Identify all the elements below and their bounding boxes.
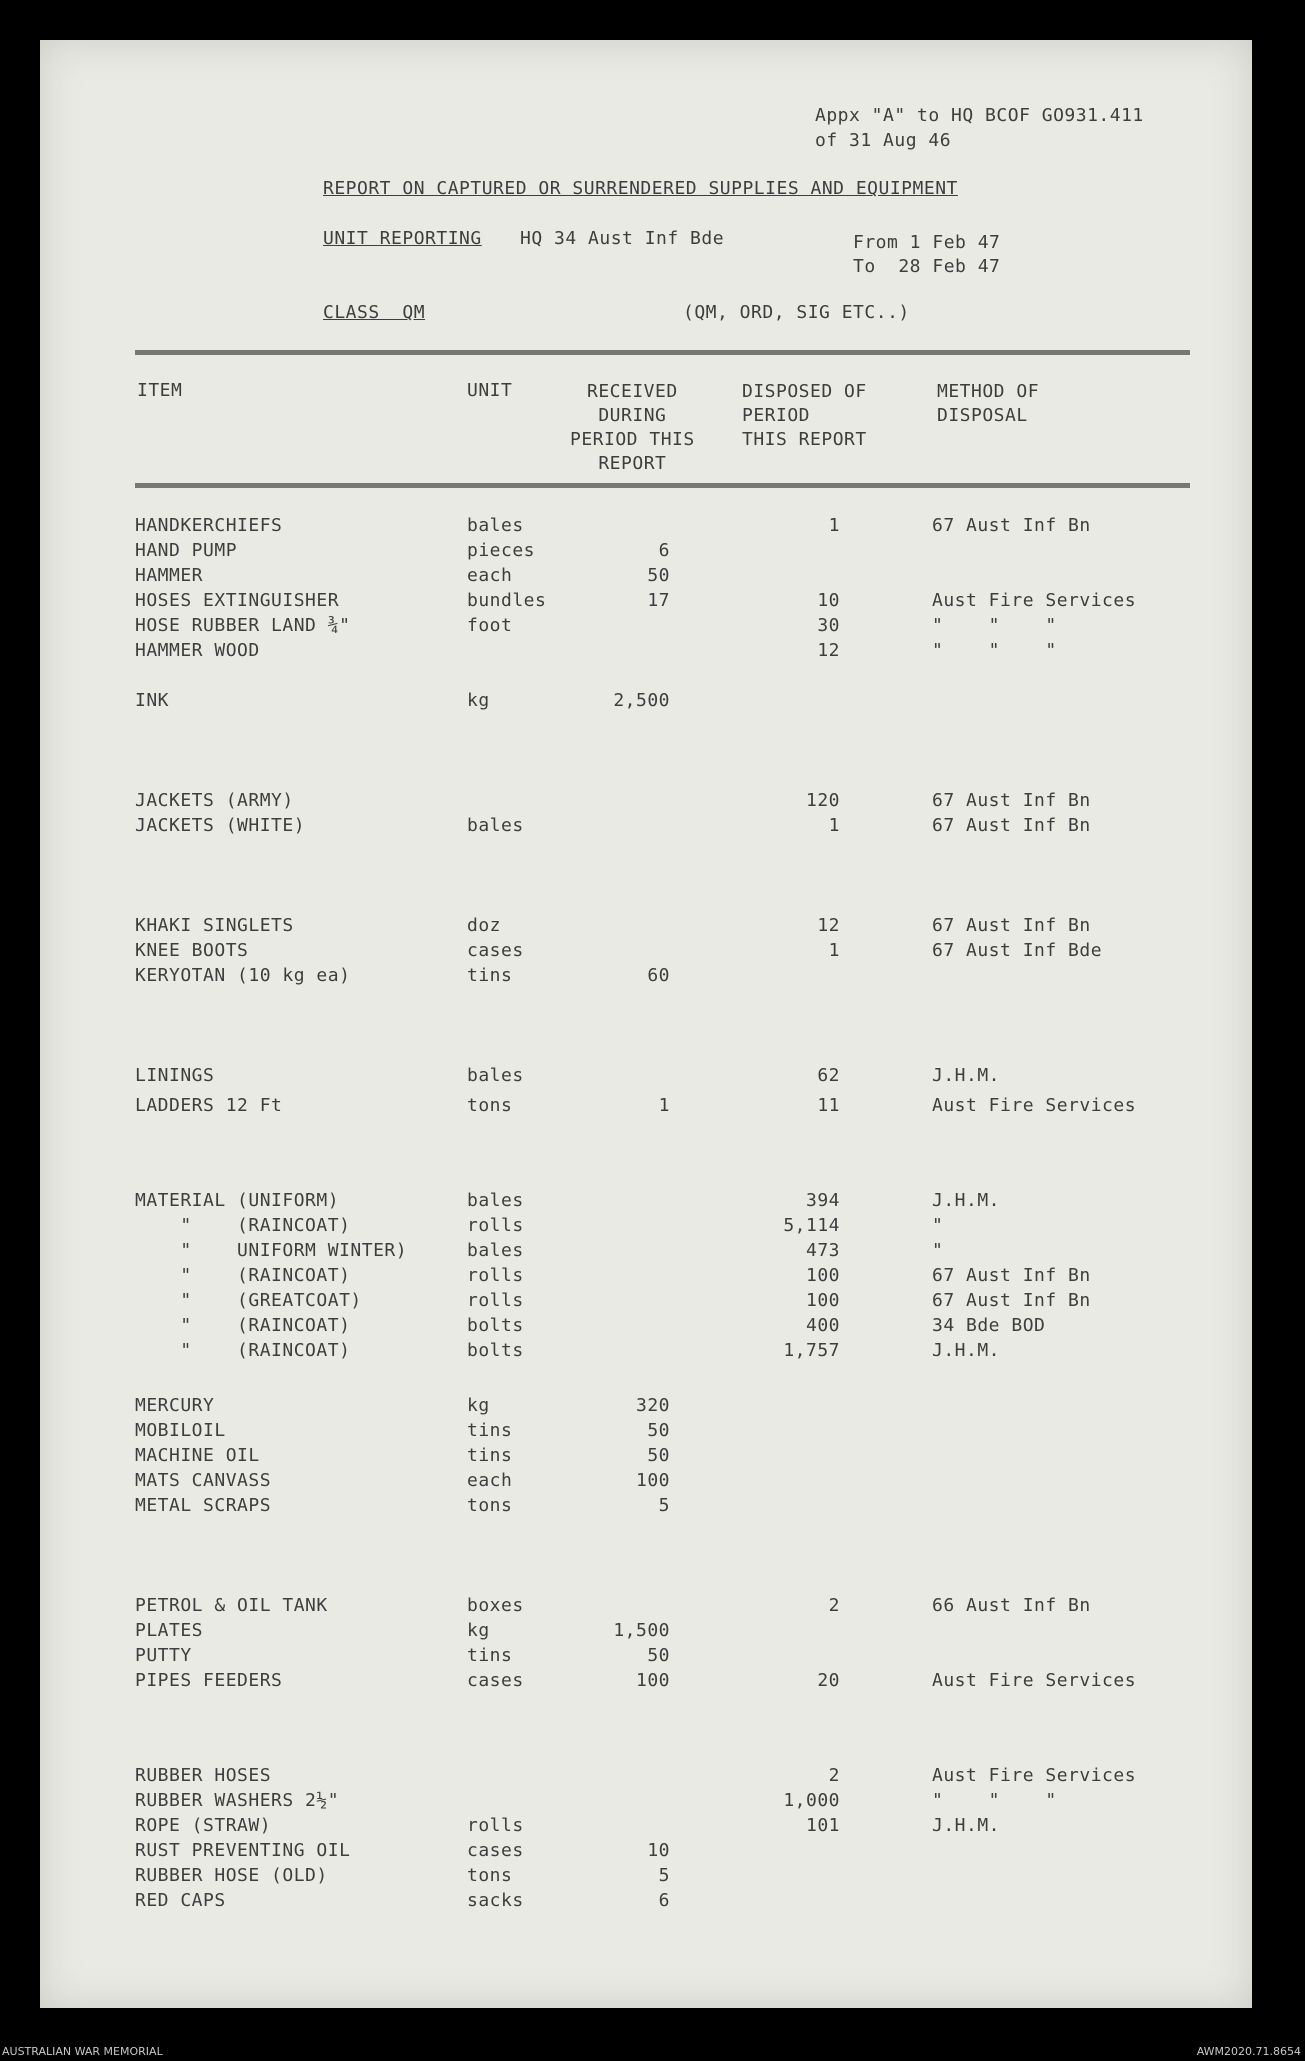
row-disposed: 1,757 — [783, 1340, 840, 1361]
row-method: " " " — [932, 640, 1057, 661]
row-received: 1 — [658, 1095, 670, 1116]
row-received: 100 — [635, 1670, 670, 1691]
row-unit: tons — [467, 1095, 513, 1116]
row-item: LININGS — [135, 1065, 215, 1086]
row-item: " (RAINCOAT) — [135, 1215, 351, 1236]
row-disposed: 12 — [817, 640, 840, 661]
row-item: JACKETS (ARMY) — [135, 790, 294, 811]
row-received: 50 — [647, 565, 670, 586]
row-method: 67 Aust Inf Bn — [932, 1290, 1091, 1311]
row-disposed: 30 — [817, 615, 840, 636]
row-unit: bales — [467, 1065, 524, 1086]
row-item: MATS CANVASS — [135, 1470, 272, 1491]
row-method: Aust Fire Services — [932, 1095, 1137, 1116]
row-item: MATERIAL (UNIFORM) — [135, 1190, 340, 1211]
row-unit: bales — [467, 515, 524, 536]
row-item: METAL SCRAPS — [135, 1495, 272, 1516]
row-received: 6 — [658, 1890, 670, 1911]
row-item: RUST PREVENTING OIL — [135, 1840, 351, 1861]
row-received: 2,500 — [613, 690, 670, 711]
row-item: " UNIFORM WINTER) — [135, 1240, 408, 1261]
row-item: HAMMER — [135, 565, 204, 586]
col-received-header: RECEIVED DURING PERIOD THIS REPORT — [570, 381, 695, 474]
row-item: KHAKI SINGLETS — [135, 915, 294, 936]
document-page — [40, 40, 1252, 2008]
row-item: JACKETS (WHITE) — [135, 815, 306, 836]
row-item: HAMMER WOOD — [135, 640, 260, 661]
row-received: 50 — [647, 1645, 670, 1666]
row-item: PETROL & OIL TANK — [135, 1595, 328, 1616]
row-item: HOSES EXTINGUISHER — [135, 590, 340, 611]
row-method: J.H.M. — [932, 1340, 1001, 1361]
row-item: KNEE BOOTS — [135, 940, 249, 961]
row-method: 67 Aust Inf Bn — [932, 815, 1091, 836]
row-unit: sacks — [467, 1890, 524, 1911]
row-unit: each — [467, 565, 513, 586]
row-received: 1,500 — [613, 1620, 670, 1641]
row-unit: tins — [467, 1445, 513, 1466]
header-rule-bottom — [135, 483, 1190, 488]
col-unit-header: UNIT — [467, 380, 513, 401]
footer-left: AUSTRALIAN WAR MEMORIAL — [2, 2045, 163, 2058]
row-unit: rolls — [467, 1215, 524, 1236]
row-unit: doz — [467, 915, 502, 936]
row-unit: bolts — [467, 1340, 524, 1361]
row-item: RUBBER HOSE (OLD) — [135, 1865, 328, 1886]
row-received: 5 — [658, 1495, 670, 1516]
row-unit: tins — [467, 1645, 513, 1666]
period-to: To 28 Feb 47 — [853, 256, 1001, 277]
row-disposed: 120 — [805, 790, 840, 811]
row-disposed: 1 — [828, 815, 840, 836]
class-label: CLASS QM — [323, 302, 426, 323]
row-method: " — [932, 1215, 944, 1236]
row-unit: bales — [467, 1240, 524, 1261]
col-method-header: METHOD OF DISPOSAL — [937, 381, 1040, 426]
row-disposed: 5,114 — [783, 1215, 840, 1236]
appendix-reference: Appx "A" to HQ BCOF GO931.411 — [815, 105, 1144, 126]
row-disposed: 2 — [828, 1765, 840, 1786]
row-disposed: 12 — [817, 915, 840, 936]
col-disposed-header: DISPOSED OF PERIOD THIS REPORT — [742, 381, 867, 450]
row-unit: bales — [467, 1190, 524, 1211]
row-received: 50 — [647, 1445, 670, 1466]
period-from: From 1 Feb 47 — [853, 232, 1001, 253]
row-method: Aust Fire Services — [932, 590, 1137, 611]
row-disposed: 394 — [805, 1190, 840, 1211]
row-received: 6 — [658, 540, 670, 561]
row-item: HANDKERCHIEFS — [135, 515, 283, 536]
row-unit: rolls — [467, 1815, 524, 1836]
unit-reporting-label: UNIT REPORTING — [323, 228, 482, 249]
row-disposed: 1 — [828, 515, 840, 536]
row-received: 50 — [647, 1420, 670, 1441]
row-method: " — [932, 1240, 944, 1261]
row-method: " " " — [932, 1790, 1057, 1811]
row-method: Aust Fire Services — [932, 1765, 1137, 1786]
report-title: REPORT ON CAPTURED OR SURRENDERED SUPPLIES AND EQUIPMENT — [323, 178, 958, 199]
row-item: LADDERS 12 Ft — [135, 1095, 283, 1116]
row-disposed: 2 — [828, 1595, 840, 1616]
row-unit: bundles — [467, 590, 547, 611]
row-disposed: 1,000 — [783, 1790, 840, 1811]
row-method: J.H.M. — [932, 1190, 1001, 1211]
row-item: MOBILOIL — [135, 1420, 226, 1441]
row-disposed: 473 — [805, 1240, 840, 1261]
row-method: 67 Aust Inf Bde — [932, 940, 1103, 961]
row-method: 67 Aust Inf Bn — [932, 515, 1091, 536]
row-item: " (GREATCOAT) — [135, 1290, 362, 1311]
row-method: Aust Fire Services — [932, 1670, 1137, 1691]
row-item: MERCURY — [135, 1395, 215, 1416]
row-method: 67 Aust Inf Bn — [932, 790, 1091, 811]
row-unit: cases — [467, 940, 524, 961]
row-item: KERYOTAN (10 kg ea) — [135, 965, 351, 986]
row-unit: tons — [467, 1865, 513, 1886]
row-unit: each — [467, 1470, 513, 1491]
row-method: J.H.M. — [932, 1815, 1001, 1836]
row-item: MACHINE OIL — [135, 1445, 260, 1466]
header-rule-top — [135, 350, 1190, 355]
row-unit: tins — [467, 965, 513, 986]
row-disposed: 100 — [805, 1290, 840, 1311]
row-received: 17 — [647, 590, 670, 611]
row-item: " (RAINCOAT) — [135, 1340, 351, 1361]
row-item: RUBBER HOSES — [135, 1765, 272, 1786]
row-item: " (RAINCOAT) — [135, 1265, 351, 1286]
row-unit: bales — [467, 815, 524, 836]
row-disposed: 20 — [817, 1670, 840, 1691]
row-method: " " " — [932, 615, 1057, 636]
row-item: " (RAINCOAT) — [135, 1315, 351, 1336]
col-item-header: ITEM — [137, 380, 183, 401]
row-method: J.H.M. — [932, 1065, 1001, 1086]
unit-reporting-value: HQ 34 Aust Inf Bde — [520, 228, 725, 249]
row-item: PLATES — [135, 1620, 204, 1641]
row-disposed: 11 — [817, 1095, 840, 1116]
row-unit: cases — [467, 1840, 524, 1861]
row-method: 67 Aust Inf Bn — [932, 1265, 1091, 1286]
row-method: 67 Aust Inf Bn — [932, 915, 1091, 936]
appendix-date: of 31 Aug 46 — [815, 130, 952, 151]
row-unit: pieces — [467, 540, 536, 561]
row-item: PIPES FEEDERS — [135, 1670, 283, 1691]
row-unit: rolls — [467, 1265, 524, 1286]
row-unit: foot — [467, 615, 513, 636]
row-unit: tins — [467, 1420, 513, 1441]
row-unit: tons — [467, 1495, 513, 1516]
row-unit: cases — [467, 1670, 524, 1691]
row-item: RUBBER WASHERS 2½" — [135, 1790, 340, 1811]
row-received: 10 — [647, 1840, 670, 1861]
row-item: HOSE RUBBER LAND ¾" — [135, 615, 351, 636]
row-item: INK — [135, 690, 170, 711]
row-unit: kg — [467, 690, 490, 711]
row-item: RED CAPS — [135, 1890, 226, 1911]
row-unit: kg — [467, 1620, 490, 1641]
row-unit: boxes — [467, 1595, 524, 1616]
row-unit: kg — [467, 1395, 490, 1416]
row-disposed: 1 — [828, 940, 840, 961]
row-item: HAND PUMP — [135, 540, 238, 561]
row-method: 34 Bde BOD — [932, 1315, 1046, 1336]
row-received: 320 — [635, 1395, 670, 1416]
row-item: PUTTY — [135, 1645, 192, 1666]
row-received: 5 — [658, 1865, 670, 1886]
row-method: 66 Aust Inf Bn — [932, 1595, 1091, 1616]
class-description: (QM, ORD, SIG ETC..) — [683, 302, 910, 323]
row-received: 100 — [635, 1470, 670, 1491]
row-item: ROPE (STRAW) — [135, 1815, 272, 1836]
row-disposed: 62 — [817, 1065, 840, 1086]
row-unit: rolls — [467, 1290, 524, 1311]
row-disposed: 400 — [805, 1315, 840, 1336]
row-disposed: 10 — [817, 590, 840, 611]
footer-right: AWM2020.71.8654 — [1196, 2045, 1301, 2058]
row-received: 60 — [647, 965, 670, 986]
row-disposed: 100 — [805, 1265, 840, 1286]
row-unit: bolts — [467, 1315, 524, 1336]
row-disposed: 101 — [805, 1815, 840, 1836]
